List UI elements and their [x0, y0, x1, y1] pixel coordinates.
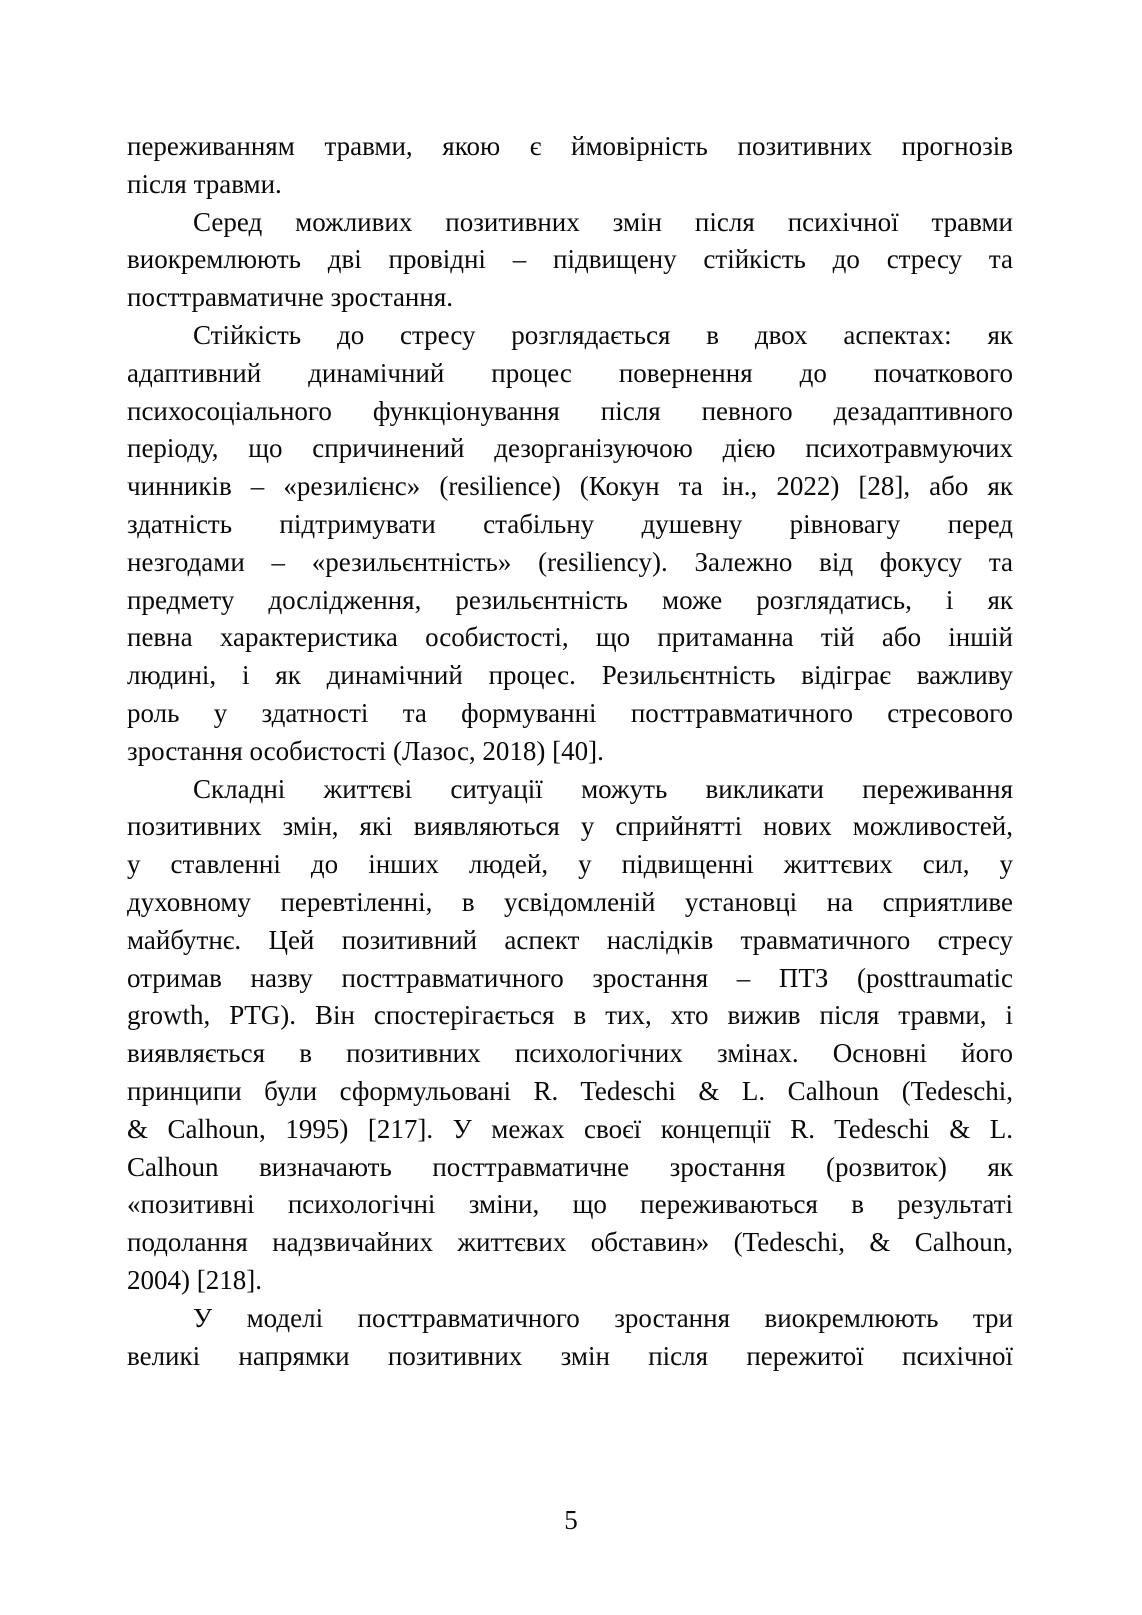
text-line: зростання особистості (Лазос, 2018) [40]. [127, 735, 604, 766]
text-line: «позитивні психологічні зміни, що переживаються в результаті [127, 1189, 1013, 1220]
text-line: психосоціального функціонування після певного дезадаптивного [127, 395, 1013, 426]
text-line: великі напрямки позитивних змін після пережитої психічної [127, 1340, 1013, 1371]
text-line: отримав назву посттравматичного зростання – ПТЗ (posttraumatic [127, 962, 1013, 993]
text-line: посттравматичне зростання. [127, 282, 454, 313]
text-line: майбутнє. Цей позитивний аспект наслідків травматичного стресу [127, 924, 1013, 955]
text-line: Складні життєві ситуації можуть викликати переживання [193, 773, 1013, 804]
text-line: після травми. [127, 168, 282, 199]
text-line: 2004) [218]. [127, 1264, 262, 1295]
page-text [127, 128, 1013, 1375]
text-line: У моделі посттравматичного зростання виокремлюють три [193, 1302, 1013, 1333]
text-line: переживанням травми, якою є ймовірність позитивних прогнозів [127, 131, 1013, 161]
text-line: подолання надзвичайних життєвих обставин» (Tedeschi, & Calhoun, [127, 1227, 1013, 1258]
text-line: предмету дослідження, резильєнтність може розглядатись, і як [127, 584, 1013, 615]
text-line: принципи були сформульовані R. Tedeschi & L. Calhoun (Tedeschi, [127, 1075, 1013, 1106]
text-line: Calhoun визначають посттравматичне зростання (розвиток) як [127, 1151, 1013, 1182]
text-line: духовному перевтіленні, в усвідомленій установці на сприятливе [127, 886, 1013, 917]
text-line: роль у здатності та формуванні посттравматичного стресового [127, 697, 1013, 728]
text-line: у ставленні до інших людей, у підвищенні життєвих сил, у [127, 849, 1013, 880]
text-line: Стійкість до стресу розглядається в двох аспектах: як [193, 319, 1013, 350]
text-line: адаптивний динамічний процес повернення до початкового [127, 357, 1013, 388]
text-line: здатність підтримувати стабільну душевну рівновагу перед [127, 508, 1013, 539]
text-line: людині, і як динамічний процес. Резильєнтність відіграє важливу [127, 660, 1013, 691]
text-line: позитивних змін, які виявляються у сприйнятті нових можливостей, [127, 811, 1013, 842]
text-line: & Calhoun, 1995) [217]. У межах своєї концепції R. Tedeschi & L. [127, 1113, 1013, 1144]
text-line: Серед можливих позитивних змін після психічної травми [193, 206, 1013, 237]
text-line: незгодами – «резильєнтність» (resiliency). Залежно від фокусу та [127, 546, 1013, 577]
text-line: виявляється в позитивних психологічних змінах. Основні його [127, 1038, 1013, 1069]
text-line: певна характеристика особистості, що притаманна тій або іншій [127, 622, 1013, 653]
text-line: періоду, що спричинений дезорганізуючою дією психотравмуючих [127, 433, 1013, 464]
text-line: чинників – «резилієнс» (resilience) (Кокун та ін., 2022) [28], або як [127, 471, 1013, 502]
page-number: 5 [564, 1505, 578, 1535]
text-line: growth, PTG). Він спостерігається в тих, хто вижив після травми, і [127, 1000, 1013, 1031]
text-line: виокремлюють дві провідні – підвищену стійкість до стресу та [127, 244, 1013, 275]
